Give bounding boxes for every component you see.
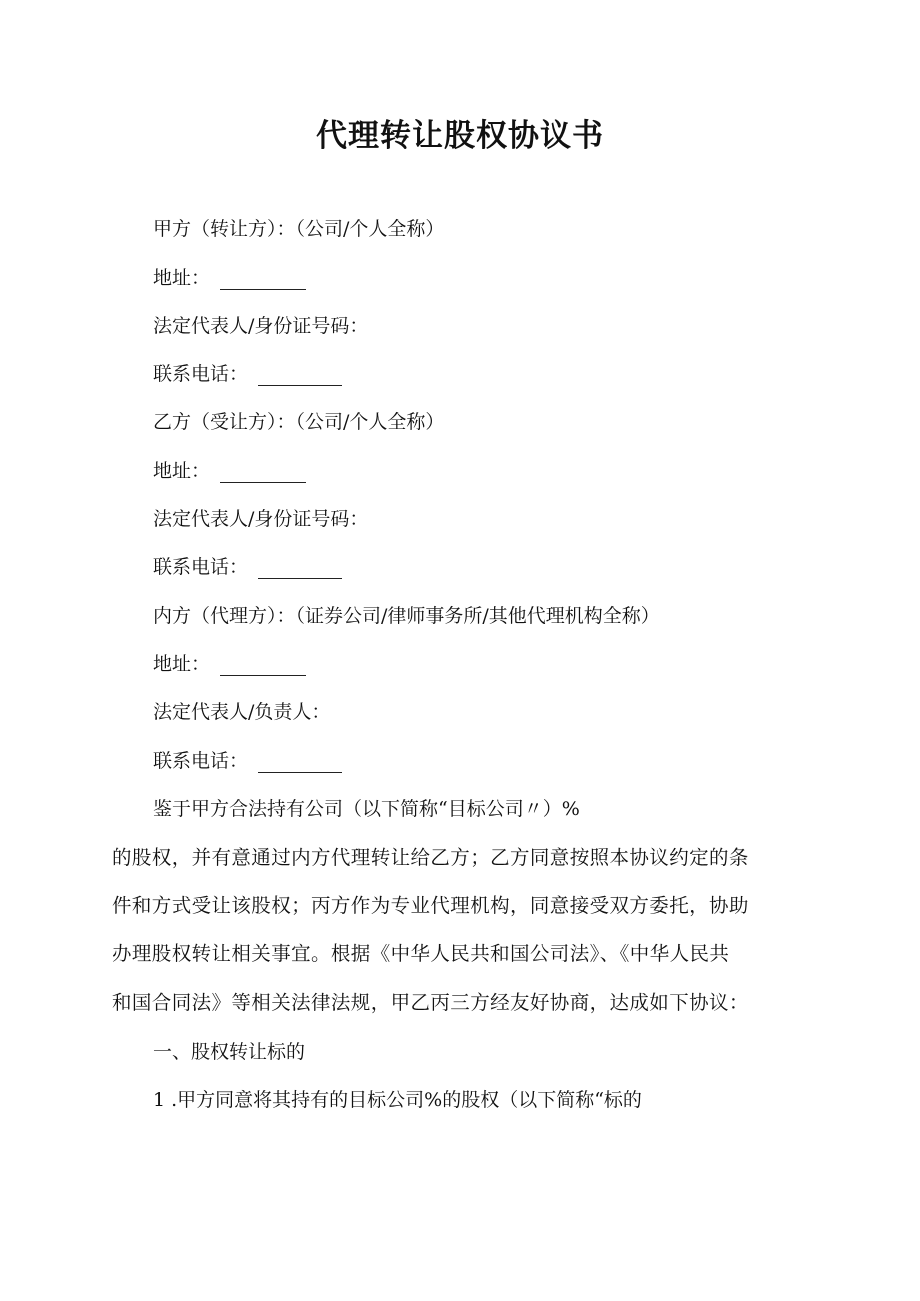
party-b-rep-line: 法定代表人/身份证号码： xyxy=(153,508,369,530)
preamble-line-2: 的股权，并有意通过内方代理转让给乙方；乙方同意按照本协议约定的条 xyxy=(112,846,749,869)
party-c-rep-line: 法定代表人/负责人： xyxy=(153,701,331,723)
party-a-phone-blank xyxy=(258,365,342,386)
section-1-heading: 一、股权转让标的 xyxy=(153,1041,306,1063)
preamble-line-1: 鉴于甲方合法持有公司（以下简称“目标公司〃）% xyxy=(153,798,580,820)
party-c-name-line: 内方（代理方）：（证券公司/律师事务所/其他代理机构全称） xyxy=(153,605,660,627)
party-c-address-label: 地址： xyxy=(153,653,211,675)
party-a-rep-line: 法定代表人/身份证号码： xyxy=(153,315,369,337)
party-b-phone-blank xyxy=(258,558,342,579)
party-a-address-label: 地址： xyxy=(153,267,211,289)
party-b-phone-line xyxy=(153,552,342,582)
party-a-address-blank xyxy=(220,269,306,290)
party-a-address-line xyxy=(153,263,306,293)
preamble-line-3: 件和方式受让该股权；丙方作为专业代理机构，同意接受双方委托，协助 xyxy=(112,894,749,917)
party-c-phone-line xyxy=(153,746,342,776)
party-b-address-line xyxy=(153,456,306,486)
preamble-line-5: 和国合同法》等相关法律法规，甲乙丙三方经友好协商，达成如下协议： xyxy=(112,991,749,1014)
party-a-phone-line xyxy=(153,359,342,389)
party-b-phone-label: 联系电话： xyxy=(153,556,249,578)
document-title: 代理转让股权协议书 xyxy=(316,118,604,154)
party-a-phone-label: 联系电话： xyxy=(153,363,249,385)
party-b-address-blank xyxy=(220,462,306,483)
party-c-phone-label: 联系电话： xyxy=(153,750,249,772)
party-c-address-line xyxy=(153,649,306,679)
party-c-address-blank xyxy=(220,655,306,676)
party-b-address-label: 地址： xyxy=(153,460,211,482)
party-c-phone-blank xyxy=(258,752,342,773)
party-b-name-line: 乙方（受让方）：（公司/个人全称） xyxy=(153,411,445,433)
preamble-line-4: 办理股权转让相关事宜。根据《中华人民共和国公司法》、《中华人民共 xyxy=(112,942,730,965)
section-1-item-1: 1 .甲方同意将其持有的目标公司%的股权（以下简称“标的 xyxy=(153,1089,642,1111)
party-a-name-line: 甲方（转让方）：（公司/个人全称） xyxy=(153,218,445,240)
